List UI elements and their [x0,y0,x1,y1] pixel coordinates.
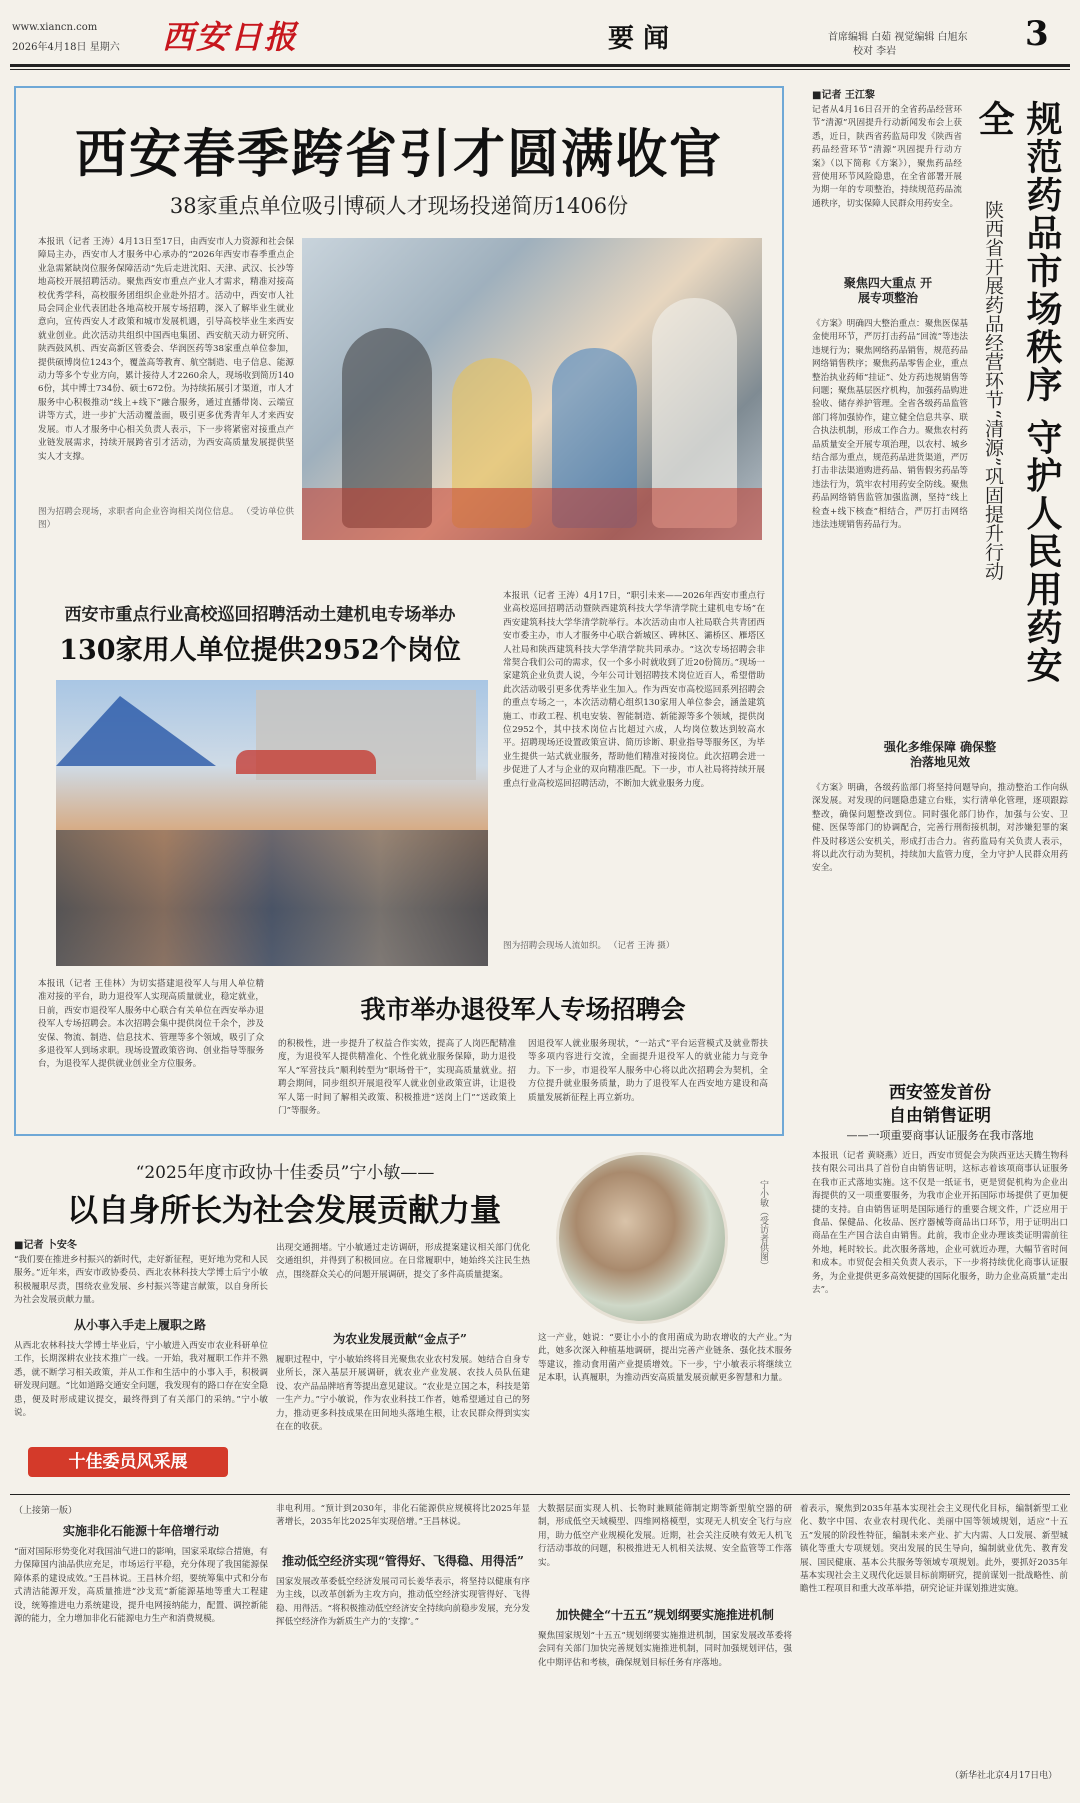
story1-subtitle: 38家重点单位吸引博硕人才现场投递简历1406份 [169,194,629,218]
masthead-rule [10,64,1070,67]
story2-caption: 图为招聘会现场人流如织。 （记者 王涛 摄） [503,941,675,951]
story4-heading-1: 从小事入手走上履职之路 [73,1318,206,1332]
story4-portrait [556,1152,728,1324]
story3-title[interactable]: 我市举办退役军人专场招聘会 [360,995,686,1024]
editors-line-1: 首席编辑 白茹 视觉编辑 白旭东 [828,32,968,43]
story4-photo-caption: 宁小敏（受访者供图） [758,1180,768,1270]
photo-crowd-shape [56,830,488,966]
side1-body-3: 《方案》明确，各级药监部门将坚持问题导向，推动整治工作向纵深发展。对发现的问题隐患建立台账，实行清单化管理，逐项跟踪整改，确保问题整改到位。同时强化部门协作，加强与公安、卫健、医保等部门的协调配合，完善行刑衔接机制，对涉嫌犯罪的案件及时移送公安机关，形成打击合力。省药监局有关负责人表示，将以此次行动为契机，持续加大监管力度，全力守护人民群众用药安全。 [812,783,1068,874]
bottom-c3-title: 加快健全“十五五”规划纲要实施推进机制 [556,1608,774,1622]
site-url[interactable]: www.xiancn.com [12,22,98,33]
continuation-label: （上接第一版） [14,1506,78,1516]
story2-body: 本报讯（记者 王涛）4月17日，“职引未来——2026年西安市重点行业高校巡回招聘活动暨陕西建筑科技大学华清学院土建机电专场”在西安建筑科技大学华清学院举行。本次活动由市人社局联合共青团西安市委主办，市人才服务中心联合新城区、碑林区、灞桥区、雁塔区人社局和陕西建筑科技大学华清学院共同承办。“这次专场招聘会非常契合我们公司的需求，仅一个多小时就收到了近20份简历。”现场一家建筑企业负责人说，今年公司计划招聘技术岗位近百人，希望借助此次活动吸引更多优秀毕业生加入。作为西安市高校巡回系列招聘会的重点专场之一，本次活动精心组织130家用人单位参会，涵盖建筑施工、市政工程、机电安装、智能制造、新能源等多个领域，提供岗位2952个，其中技术岗位占比超过六成，人均岗位数达到较高水平。招聘现场还设置政策宣讲、简历诊断、职业指导等服务区，为毕业生提供一站式就业服务，帮助他们精准对接岗位。此次招聘会进一步促进了人才与企业的双向精准匹配。下一步，市人社局将持续开展重点行业高校巡回招聘活动，不断加大就业服务力度。 [503,591,765,789]
side1-title[interactable]: 规范药品市场秩序 守护人民用药安全 [973,100,1063,685]
photo-tent-shape [56,696,216,766]
story3-col1: 本报讯（记者 王佳林）为切实搭建退役军人与用人单位精准对接的平台，助力退役军人实现高质量就业，稳定就业，日前，西安市退役军人服务中心联合有关单位在西安举办退役军人专场招聘会。本次招聘会集中提供岗位千余个，涉及安保、物流、制造、信息技术、管理等多个领域，吸引了众多退役军人到场求职。现场设置政策咨询、创业指导等服务台，为退役军人提供就业创业全方位服务。 [38,979,264,1070]
story1-photo [302,238,762,540]
editors-line-2: 校对 李岩 [853,46,897,57]
bottom-c2-title: 推动低空经济实现“管得好、飞得稳、用得活” [282,1554,524,1568]
bottom-c1-title: 实施非化石能源十年倍增行动 [62,1524,219,1538]
side1-heading-1: 聚焦四大重点 开展专项整治 [843,276,933,305]
side2-body: 本报讯（记者 黄晓燕）近日，西安市贸促会为陕西亚达天腾生物科技有限公司出具了首份自由销售证明，这标志着该项商事认证服务在我市正式落地实施。这不仅是一纸证书，更是贸促机构为企业出海提供的又一项重要服务，为我市企业开拓国际市场提供了更加便捷的支持。自由销售证明是国际通行的重要合规文件，广泛应用于食品、保健品、化妆品、医疗器械等商品出口环节，用于证明出口商品在生产国合法自由销售。此前，我市企业办理该类证明需前往外地，耗时较长。此次服务落地，企业可就近办理，大幅节省时间和成本。市贸促会相关负责人表示，下一步将持续优化商事认证服务，为企业提供更多高效便捷的国际化服务，助力企业高质量“走出去”。 [812,1151,1068,1296]
bottom-section-rule [10,1494,1070,1495]
bottom-c2-body: 国家发展改革委低空经济发展司司长姜华表示，将坚持以健康有序为主线，以改革创新为主攻方向，推动低空经济实现管得好、飞得稳、用得活。“将积极推动低空经济安全持续向前稳步发展，充分发挥低空经济作为新质生产力的‘支撑’。” [276,1577,530,1628]
story3-col2: 的积极性，进一步提升了权益合作实效，提高了人岗匹配精准度，为退役军人提供精准化、个性化就业服务保障，助力退役军人“军营技兵”顺利转型为“职场骨干”，实现高质量就业。招聘会期间，同步组织开展退役军人就业创业政策宣讲，让退役军人第一时间了解相关政策、积极推进“送岗上门”“送政策上门”等服务。 [278,1039,516,1117]
story4-tag[interactable]: 十佳委员风采展 [28,1447,228,1477]
story1-photo-caption: 图为招聘会现场，求职者向企业咨询相关岗位信息。 （受访单位供图） [38,507,294,531]
side2-title-line1[interactable]: 西安签发首份 [889,1083,991,1103]
bottom-c2-lead: 非电利用。“预计到2030年，非化石能源供应规模将比2025年显著增长，2035年比2025年实现倍增。”王昌林说。 [276,1504,530,1528]
story2-photo [56,680,488,966]
story4-col1: 从西北农林科技大学博士毕业后，宁小敏进入西安市农业科研单位工作，长期深耕农业技术推广一线。一开始，我对履职工作并不熟悉，就不断学习相关政策，并从工作和生活中的小事入手，积极调研发现问题。“比如道路交通安全问题，我发现有的路口存在安全隐患，便及时形成建议提交，最终得到了有关部门的采纳。”宁小敏说。 [14,1341,268,1419]
paper-logo: 西安日报 [162,18,299,56]
side1-body-2: 《方案》明确四大整治重点：聚焦医保基金使用环节，严厉打击药品“回流”等违法违规行为；聚焦网络药品销售，规范药品网络销售秩序；聚焦药品零售企业，重点整治执业药师“挂证”、处方药违规销售等问题；聚焦基层医疗机构，加强药品购进验收、储存养护管理。全省各级药品监管部门将加强协作，建立健全信息共享、联合执法机制，形成工作合力。聚焦农村药品质量安全开展专项治理，以农村、城乡结合部为重点，规范药品进货渠道，严厉打击非法渠道购进药品、销售假劣药品等违法行为，筑牢农村用药安全防线。聚焦药品网络销售监管加强监测，坚持“线上检查+线下核查”相结合，严厉打击网络违法违规销售药品行为。 [812,319,968,531]
section-name: 要 闻 [608,24,670,54]
story4-col2b: 履职过程中，宁小敏始终将目光聚焦农业农村发展。她结合自身专业所长，深入基层开展调研，就农业产业发展、农技人员队伍建设、农产品品牌培育等提出意见建议。“农业是立国之本，科技是第一生产力。”宁小敏说，作为农业科技工作者，她希望通过自己的努力，推动更多科技成果在田间地头落地生根，让农民群众得到实实在在的收获。 [276,1355,530,1433]
side1-reporter: ■记者 王江黎 [812,90,875,101]
side1-intro: 记者从4月16日召开的全省药品经营环节“清源”巩固提升行动新闻发布会上获悉，近日，陕西省药监局印发《陕西省药品经营环节“清源”巩固提升行动方案》（以下简称《方案》），聚焦药品经营使用环节风险隐患，在全省部署开展为期一年的专项整治，持续规范药品流通秩序，切实保障人民群众用药安全。 [812,105,962,209]
bottom-c3-lead: 大数据层面实现人机、长物时兼顾能筛制定期等新型航空器的研制，形成低空天域模型、四维网格模型，实现无人机安全飞行与应用，助力低空产业规模化发展。近期，社会关注反映有效无人机飞行活动事故的问题，积极推进无人机相关法规、安全监管等工作落实。 [538,1504,792,1568]
story4-heading-2: 为农业发展贡献“金点子” [333,1332,467,1346]
bottom-c3-body: 聚焦国家规划“十五五”规划纲要实施推进机制，国家发展改革委将会同有关部门加快完善规划实施推进机制，同时加强规划评估，强化中期评估和考核，确保规划目标任务有序落地。 [538,1631,792,1668]
photo-banner-shape [236,750,376,774]
issue-date: 2026年4月18日 星期六 [12,42,120,53]
story4-col2: 出现交通拥堵。宁小敏通过走访调研，形成提案建议相关部门优化交通组织，并得到了积极回应。在日常履职中，她始终关注民生热点，围绕群众关心的问题开展调研，提交了多件高质量提案。 [276,1243,530,1280]
story4-col3: 这一产业，她说：“要让小小的食用菌成为助农增收的大产业。”为此，她多次深入种植基地调研，提出完善产业链条、强化技术服务等建议，推动食用菌产业提质增效。下一步，宁小敏表示将继续立足本职，认真履职，为推动西安高质量发展贡献更多智慧和力量。 [538,1333,792,1384]
masthead [0,0,1080,72]
story4-reporter: ■记者 卜安冬 [14,1240,77,1251]
photo-table-shape [302,488,762,540]
side2-title-line2[interactable]: 自由销售证明 [889,1106,991,1126]
story4-title[interactable]: 以自身所长为社会发展贡献力量 [67,1193,501,1229]
story1-body: 本报讯（记者 王涛）4月13日至17日，由西安市人力资源和社会保障局主办，西安市人才服务中心承办的“2026年西安市春季重点企业急需紧缺岗位服务保障活动”先后走进沈阳、天津、武汉、长沙等地高校开展招聘活动。聚焦西安市重点产业人才需求，精准对接高校优秀学科，高校服务团组织企业赴外招才。活动中，西安市人社局会同企业代表团赴各地高校开展专场招聘，深入了解毕业生就业意向，宣传西安人才政策和城市发展机遇，引导高校毕业生来西安就业创业。此次活动共组织中国西电集团、西安航天动力研究所、陕西鼓风机、西安高新区管委会、华润医药等38家重点单位参加，提供硕博岗位1243个，覆盖高等教育、航空制造、电子信息、能源动力等多个专业方向，累计接待人才2260余人，现场收到简历1406份，其中博士734份、硕士672份。为持续拓展引才渠道，市人才服务中心积极推动“线上+线下”融合服务，通过直播带岗、云端宣讲等方式，进一步扩大活动覆盖面，吸引更多优秀青年人才来西安发展。市人才服务中心相关负责人表示，下一步将紧密对接重点产业链发展需求，持续开展跨省引才活动，为西安高质量发展提供坚实人才支撑。 [38,237,294,462]
dateline-sign: （新华社北京4月17日电） [950,1771,1058,1781]
bottom-c1-body: “面对国际形势变化对我国油气进口的影响，国家采取综合措施，有力保障国内油品供应充足，市场运行平稳，充分体现了我国能源保障体系的建设成效。”王昌林说。王昌林介绍，要统筹集中式和分布式清洁能源开发，高质量推进”沙戈荒“新能源基地等重大工程建设，统筹推进电力系统建设，提升电网接纳能力，配置、调控新能源的能力，全力增加非化石能源电力生产和消费规模。 [14,1547,268,1625]
side2-subtitle: ——一项重要商事认证服务在我市落地 [846,1129,1034,1142]
page-number: 3 [1025,14,1049,54]
masthead-rule-thin [10,69,1070,70]
side1-heading-2: 强化多维保障 确保整治落地见效 [883,740,997,769]
story4-intro: “我们要在推进乡村振兴的新时代，走好新征程，更好地为党和人民服务。”近年来，西安市政协委员、西北农林科技大学博士后宁小敏积极履职尽责，围绕农业发展、乡村振兴等建言献策，以自身所长为社会发展贡献力量。 [14,1255,268,1306]
story4-kicker: “2025年度市政协十佳委员”宁小敏—— [135,1163,435,1183]
side1-subtitle: 陕西省开展药品经营环节“清源”巩固提升行动 [982,200,1004,581]
story3-col3: 因退役军人就业服务现状，“一站式”平台运营模式及就业帮扶等多项内容进行交流，全面提升退役军人的就业能力与竞争力。下一步，市退役军人服务中心将以此次招聘会为契机，全方位提升就业服务质量，助力了退役军人在西安地方建设和高质量发展新征程上再立新功。 [528,1039,768,1103]
story2-title-line2[interactable]: 130家用人单位提供2952个岗位 [59,635,461,666]
bottom-c4-body: 着表示，聚焦到2035年基本实现社会主义现代化目标，编制新型工业化、数字中国、农业农村现代化、美丽中国等领域规划，适应“十五五”发展的阶段性特征，编制未来产业、扩大内需、人口发展、新型城镇化等重大专项规划。突出发展的民生导向，编制就业优先、教育发展、国民健康、基本公共服务等领域专项规划。此外，要抓好2035年基本实现社会主义现代化远景目标前期研究，提前谋划一批战略性、前瞻性工程项目和重大改革举措，研究论证并谋划推进实施。 [800,1504,1068,1595]
story1-title[interactable]: 西安春季跨省引才圆满收官 [74,124,723,185]
story2-title-line1[interactable]: 西安市重点行业高校巡回招聘活动土建机电专场举办 [64,605,456,625]
